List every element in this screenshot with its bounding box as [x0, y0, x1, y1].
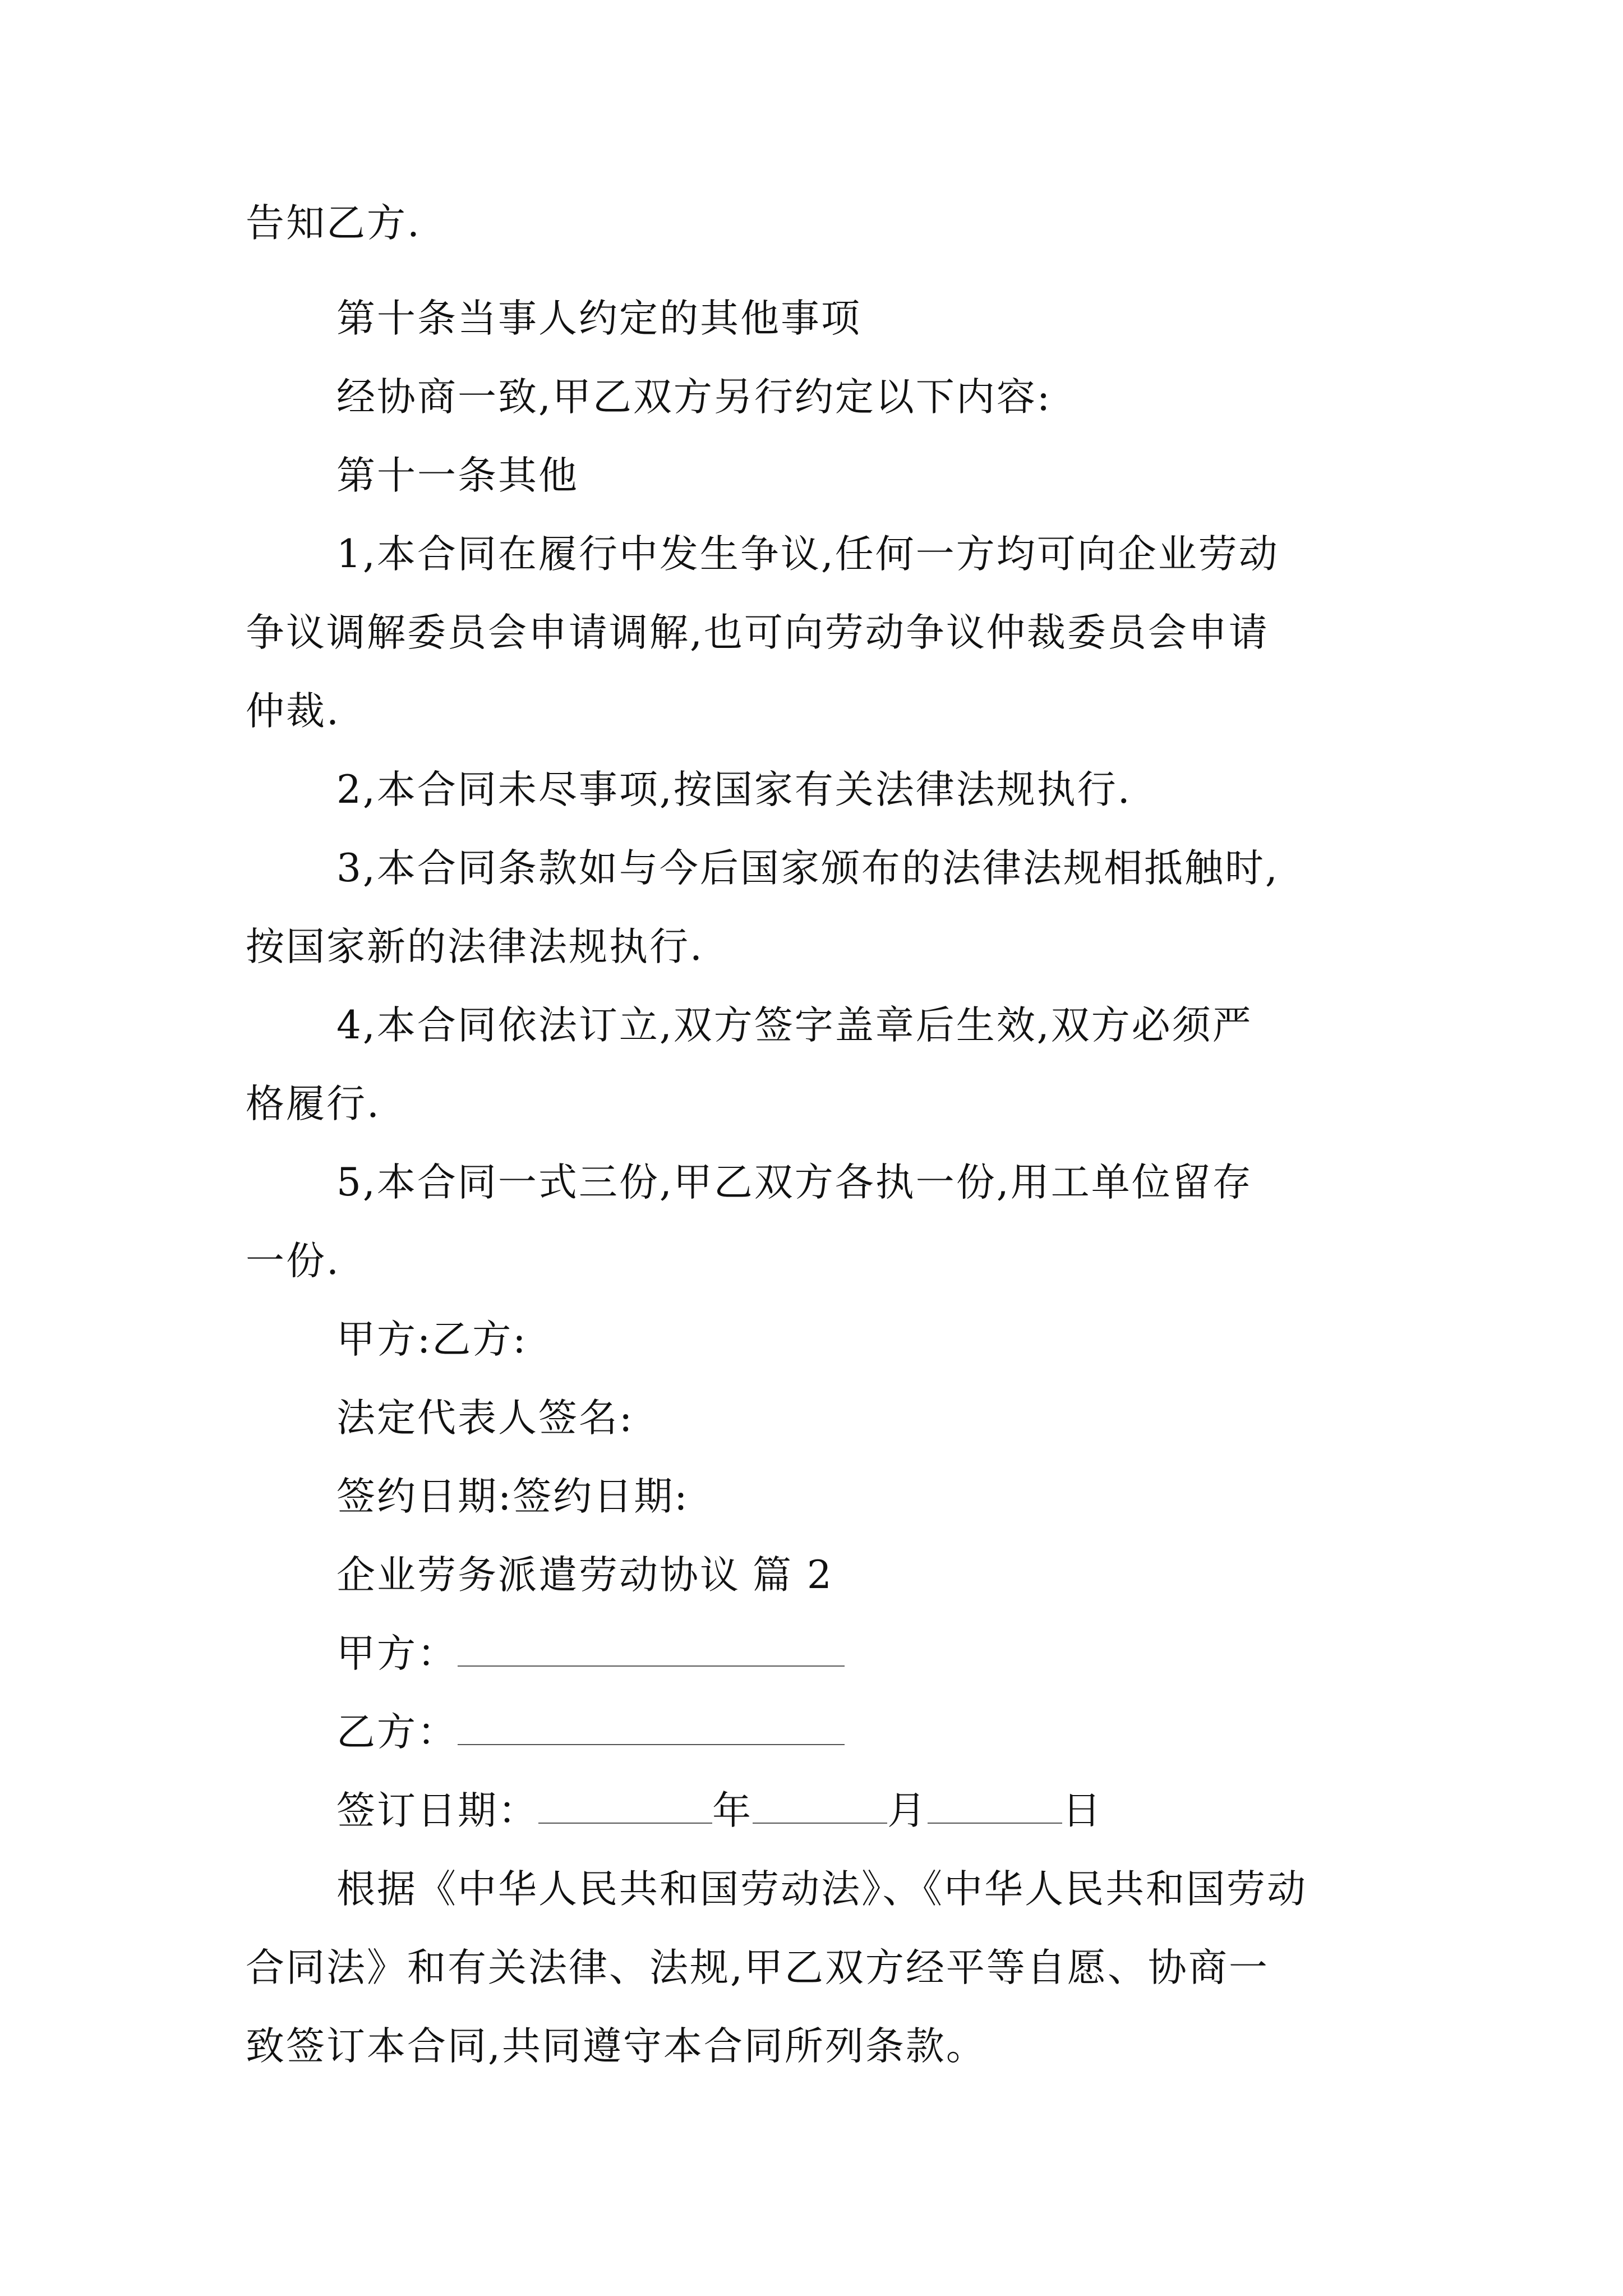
party-a-label: 甲方：	[336, 1631, 458, 1676]
text-line: 1,本合同在履行中发生争议,任何一方均可向企业劳动	[336, 532, 1279, 577]
sign-date-label: 签订日期：	[336, 1788, 538, 1833]
party-b-label: 乙方：	[336, 1710, 458, 1755]
agreement-title-suffix: 篇 2	[753, 1553, 833, 1598]
party-a-blank	[458, 1632, 845, 1667]
party-a-line	[0, 1623, 1623, 1685]
party-b-line	[0, 1701, 1623, 1763]
text-line: 3,本合同条款如与今后国家颁布的法律法规相抵触时,	[336, 846, 1279, 891]
text-line: 按国家新的法律法规执行.	[246, 924, 704, 969]
month-label: 月	[887, 1788, 928, 1833]
text-line: 2,本合同未尽事项,按国家有关法律法规执行.	[336, 767, 1132, 812]
legal-representative-line: 法定代表人签名:	[336, 1396, 634, 1441]
text-line: 5,本合同一式三份,甲乙双方各执一份,用工单位留存	[336, 1160, 1253, 1205]
text-line: 根据《中华人民共和国劳动法》、《中华人民共和国劳动	[336, 1867, 1307, 1912]
party-b-blank	[458, 1710, 845, 1745]
text-line: 4,本合同依法订立,双方签字盖章后生效,双方必须严	[336, 1003, 1253, 1048]
day-label: 日	[1062, 1788, 1103, 1833]
agreement-title-text: 企业劳务派遣劳动协议	[336, 1553, 740, 1598]
text-line: 一份.	[246, 1239, 340, 1283]
month-blank	[753, 1789, 887, 1824]
text-line: 合同法》和有关法律、法规,甲乙双方经平等自愿、协商一	[246, 1945, 1269, 1990]
sign-date-line	[0, 1780, 1623, 1842]
text-line: 告知乙方.	[246, 201, 421, 246]
section-heading: 第十一条其他	[336, 453, 579, 498]
year-blank	[538, 1789, 712, 1824]
agreement-title	[0, 1544, 1623, 1606]
day-blank	[928, 1789, 1062, 1824]
text-line: 经协商一致,甲乙双方另行约定以下内容:	[336, 375, 1052, 420]
text-line: 致签订本合同,共同遵守本合同所列条款。	[246, 2024, 986, 2069]
text-line: 争议调解委员会申请调解,也可向劳动争议仲裁委员会申请	[246, 610, 1269, 655]
text-line: 仲裁.	[246, 689, 340, 734]
signature-parties-line: 甲方:乙方:	[336, 1317, 528, 1362]
signing-date-line: 签约日期:签约日期:	[336, 1474, 689, 1519]
year-label: 年	[712, 1788, 753, 1833]
text-line: 格履行.	[246, 1082, 381, 1126]
section-heading: 第十条当事人约定的其他事项	[336, 296, 861, 341]
